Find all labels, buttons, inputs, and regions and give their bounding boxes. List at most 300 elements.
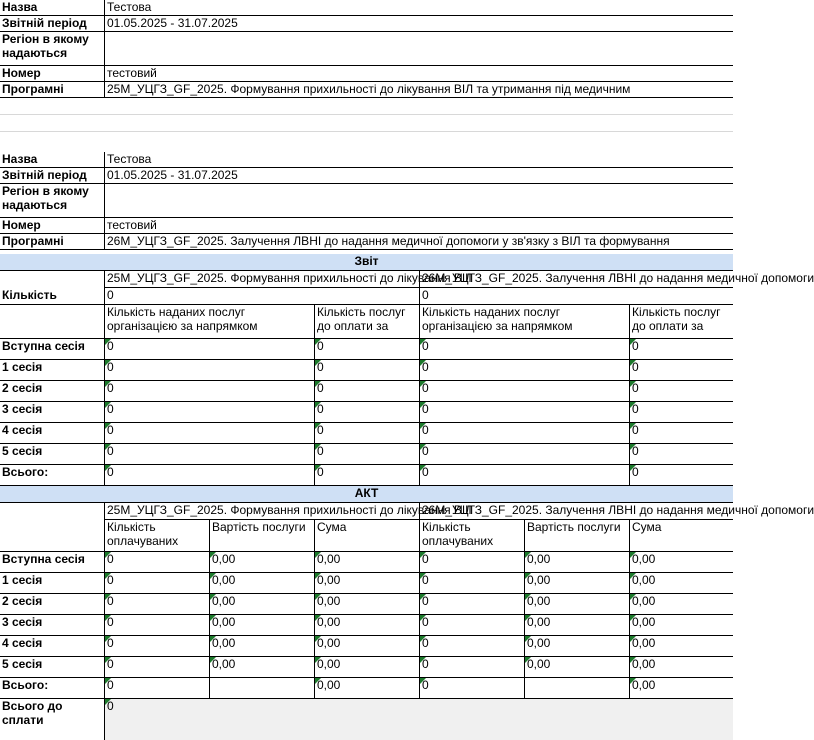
comment-marker-icon xyxy=(630,573,636,579)
act-col-paid xyxy=(104,520,209,552)
report-value-cell[interactable] xyxy=(104,402,314,423)
cell-text: 0 xyxy=(422,288,429,302)
report-col-payment-2 xyxy=(629,305,733,339)
act-total-row xyxy=(0,699,733,740)
cell-text: 0 xyxy=(422,402,429,416)
cell-text: АКТ xyxy=(354,486,379,500)
act-value-cell[interactable] xyxy=(209,636,314,657)
comment-marker-icon xyxy=(105,465,111,471)
report-value-cell[interactable] xyxy=(419,360,629,381)
report-program-2 xyxy=(419,271,814,288)
comment-marker-icon xyxy=(315,465,321,471)
block1-label-period xyxy=(0,16,104,32)
act-value-cell[interactable] xyxy=(104,636,209,657)
report-table-row xyxy=(0,444,733,465)
act-section-title xyxy=(0,486,733,503)
comment-marker-icon xyxy=(210,615,216,621)
report-value-cell[interactable] xyxy=(629,402,733,423)
comment-marker-icon xyxy=(315,423,321,429)
act-value-cell[interactable] xyxy=(419,615,524,636)
report-quantity-2[interactable] xyxy=(419,288,733,305)
report-value-cell[interactable] xyxy=(314,360,419,381)
report-quantity-label xyxy=(0,288,104,305)
block2-value-region[interactable] xyxy=(104,184,733,218)
comment-marker-icon xyxy=(630,594,636,600)
cell-text: 0,00 xyxy=(632,636,656,650)
comment-marker-icon xyxy=(525,552,531,558)
report-table-row xyxy=(0,402,733,423)
act-table-row xyxy=(0,594,733,615)
cell-text: 0 xyxy=(632,339,639,353)
act-value-cell[interactable] xyxy=(209,657,314,678)
act-value-cell[interactable] xyxy=(314,636,419,657)
act-row-label xyxy=(0,678,104,699)
act-value-cell[interactable] xyxy=(629,615,733,636)
comment-marker-icon xyxy=(420,678,426,684)
comment-marker-icon xyxy=(420,465,426,471)
comment-marker-icon xyxy=(630,402,636,408)
cell-text: 0 xyxy=(107,423,114,437)
comment-marker-icon xyxy=(105,615,111,621)
cell-text: 0 xyxy=(107,552,114,566)
comment-marker-icon xyxy=(105,699,111,705)
act-value-cell[interactable] xyxy=(104,657,209,678)
cell-text: Кількість xyxy=(2,288,57,302)
block2-label-period xyxy=(0,168,104,184)
report-value-cell[interactable] xyxy=(104,360,314,381)
comment-marker-icon xyxy=(630,657,636,663)
report-row-label xyxy=(0,339,104,360)
cell-text: 0,00 xyxy=(212,615,236,629)
cell-text: 0 xyxy=(107,288,114,302)
act-row-label xyxy=(0,615,104,636)
cell-text: Номер xyxy=(2,218,41,232)
comment-marker-icon xyxy=(315,360,321,366)
report-value-cell[interactable] xyxy=(629,360,733,381)
cell-text: Вартість послуги xyxy=(527,520,621,534)
block1-row-programs xyxy=(0,82,733,98)
comment-marker-icon xyxy=(210,573,216,579)
cell-text: 5 сесія xyxy=(2,444,43,458)
cell-text: 3 сесія xyxy=(2,615,43,629)
report-value-cell[interactable] xyxy=(419,465,629,486)
comment-marker-icon xyxy=(105,339,111,345)
report-row-label xyxy=(0,381,104,402)
cell-text: 0,00 xyxy=(317,657,341,671)
act-table-row xyxy=(0,573,733,594)
comment-marker-icon xyxy=(315,657,321,663)
act-col-cost xyxy=(209,520,314,552)
comment-marker-icon xyxy=(630,636,636,642)
cell-text: 0 xyxy=(107,402,114,416)
block1-label-number xyxy=(0,66,104,82)
cell-text: Сума xyxy=(632,520,662,534)
act-program-header xyxy=(0,503,814,520)
act-value-cell[interactable] xyxy=(629,636,733,657)
act-value-cell[interactable] xyxy=(314,615,419,636)
comment-marker-icon xyxy=(105,657,111,663)
comment-marker-icon xyxy=(420,657,426,663)
act-row-label xyxy=(0,552,104,573)
act-value-cell[interactable] xyxy=(419,678,524,699)
comment-marker-icon xyxy=(210,657,216,663)
cell-text: 26М_УЦГЗ_GF_2025. Залучення ЛВНІ до надання медичної допомоги xyxy=(422,503,814,517)
cell-text: тестовий xyxy=(107,218,157,232)
report-column-headers xyxy=(0,305,733,339)
act-value-cell[interactable] xyxy=(524,615,629,636)
report-section xyxy=(0,254,733,271)
cell-text: 25М_УЦГЗ_GF_2025. Формування прихильності до лікування ВІЛ xyxy=(107,503,474,517)
report-value-cell[interactable] xyxy=(104,465,314,486)
report-row-label xyxy=(0,402,104,423)
comment-marker-icon xyxy=(315,381,321,387)
cell-text: 0 xyxy=(107,678,114,692)
comment-marker-icon xyxy=(420,636,426,642)
block2-label-region xyxy=(0,184,104,218)
cell-text: 4 сесія xyxy=(2,423,43,437)
comment-marker-icon xyxy=(315,573,321,579)
report-value-cell[interactable] xyxy=(629,465,733,486)
comment-marker-icon xyxy=(315,615,321,621)
act-value-cell[interactable] xyxy=(524,573,629,594)
cell-text: 0 xyxy=(107,594,114,608)
report-value-cell[interactable] xyxy=(314,465,419,486)
report-table-row xyxy=(0,339,733,360)
act-program-2 xyxy=(419,503,814,520)
cell-text: Вступна сесія xyxy=(2,339,85,353)
block1-value-period[interactable] xyxy=(104,16,733,32)
empty-cell xyxy=(0,520,104,552)
cell-text: Кількість послуг до оплати за xyxy=(632,305,721,333)
cell-text: Кількість наданих послуг організацією за напрямком xyxy=(107,305,258,333)
cell-text: 0 xyxy=(107,465,114,479)
comment-marker-icon xyxy=(630,465,636,471)
cell-text: 25М_УЦГЗ_GF_2025. Формування прихильності до лікування ВІЛ xyxy=(107,271,474,285)
act-value-cell[interactable] xyxy=(209,552,314,573)
report-value-cell[interactable] xyxy=(419,381,629,402)
block2-row-number xyxy=(0,218,733,234)
empty-cell xyxy=(0,305,104,339)
act-value-cell[interactable] xyxy=(314,594,419,615)
comment-marker-icon xyxy=(630,339,636,345)
cell-text: Кількість наданих послуг організацією за напрямком xyxy=(422,305,573,333)
cell-text: 0 xyxy=(632,381,639,395)
block1-value-region[interactable] xyxy=(104,32,733,66)
act-value-cell[interactable] xyxy=(104,552,209,573)
cell-text: 3 сесія xyxy=(2,402,43,416)
act-value-cell[interactable] xyxy=(419,594,524,615)
act-table-row xyxy=(0,552,733,573)
cell-text: 0,00 xyxy=(317,678,341,692)
act-value-cell[interactable] xyxy=(104,594,209,615)
act-value-cell[interactable] xyxy=(419,636,524,657)
block2-label-name xyxy=(0,152,104,168)
comment-marker-icon xyxy=(315,636,321,642)
cell-text: 0 xyxy=(422,381,429,395)
block1-row-number xyxy=(0,66,733,82)
act-row-label xyxy=(0,657,104,678)
cell-text: 26М_УЦГЗ_GF_2025. Залучення ЛВНІ до надання медичної допомоги xyxy=(422,271,814,285)
report-value-cell[interactable] xyxy=(104,339,314,360)
report-value-cell[interactable] xyxy=(314,339,419,360)
report-table-row xyxy=(0,423,733,444)
cell-text: Всього: xyxy=(2,678,49,692)
cell-text: 0,00 xyxy=(632,594,656,608)
block1-row-period xyxy=(0,16,733,32)
cell-text: 01.05.2025 - 31.07.2025 xyxy=(107,16,238,30)
report-value-cell[interactable] xyxy=(629,339,733,360)
comment-marker-icon xyxy=(210,636,216,642)
comment-marker-icon xyxy=(630,552,636,558)
comment-marker-icon xyxy=(420,444,426,450)
cell-text: 1 сесія xyxy=(2,573,43,587)
comment-marker-icon xyxy=(105,444,111,450)
block2-value-period[interactable] xyxy=(104,168,733,184)
act-value-cell[interactable] xyxy=(524,678,629,699)
cell-text: 0,00 xyxy=(632,552,656,566)
block1-value-number[interactable] xyxy=(104,66,733,82)
cell-text: 0,00 xyxy=(527,615,551,629)
cell-text: 0 xyxy=(107,657,114,671)
cell-text: 0 xyxy=(107,615,114,629)
cell-text: 0 xyxy=(107,573,114,587)
block1-row-name xyxy=(0,0,733,16)
block1-row-region xyxy=(0,32,733,66)
act-table-row xyxy=(0,615,733,636)
report-table-row xyxy=(0,360,733,381)
act-section xyxy=(0,486,733,503)
act-col-sum xyxy=(314,520,419,552)
act-col-cost xyxy=(524,520,629,552)
block1-value-name[interactable] xyxy=(104,0,733,16)
report-value-cell[interactable] xyxy=(104,381,314,402)
cell-text: 0 xyxy=(317,360,324,374)
cell-text: 2 сесія xyxy=(2,594,43,608)
act-value-cell[interactable] xyxy=(209,615,314,636)
cell-text: 4 сесія xyxy=(2,636,43,650)
block1-value-programs[interactable] xyxy=(104,82,733,98)
act-value-cell[interactable] xyxy=(629,594,733,615)
report-table-row xyxy=(0,381,733,402)
cell-text: 0 xyxy=(422,615,429,629)
cell-text: 0 xyxy=(422,636,429,650)
comment-marker-icon xyxy=(420,615,426,621)
comment-marker-icon xyxy=(315,339,321,345)
comment-marker-icon xyxy=(630,381,636,387)
comment-marker-icon xyxy=(105,423,111,429)
cell-text: 1 сесія xyxy=(2,360,43,374)
report-quantity-1[interactable] xyxy=(104,288,419,305)
act-total-value[interactable] xyxy=(104,699,733,740)
cell-text: Програмні xyxy=(2,234,64,248)
report-value-cell[interactable] xyxy=(104,444,314,465)
report-value-cell[interactable] xyxy=(314,444,419,465)
comment-marker-icon xyxy=(105,594,111,600)
comment-marker-icon xyxy=(105,552,111,558)
comment-marker-icon xyxy=(525,615,531,621)
cell-text: 0 xyxy=(107,381,114,395)
report-value-cell[interactable] xyxy=(629,423,733,444)
cell-text: 0,00 xyxy=(317,636,341,650)
act-value-cell[interactable] xyxy=(524,594,629,615)
cell-text: 0 xyxy=(632,465,639,479)
block1-label-region xyxy=(0,32,104,66)
comment-marker-icon xyxy=(105,573,111,579)
act-value-cell[interactable] xyxy=(314,552,419,573)
cell-text: 0 xyxy=(632,360,639,374)
report-value-cell[interactable] xyxy=(419,444,629,465)
act-value-cell[interactable] xyxy=(524,657,629,678)
act-value-cell[interactable] xyxy=(524,552,629,573)
act-value-cell[interactable] xyxy=(419,573,524,594)
separator xyxy=(0,114,733,116)
act-program-1 xyxy=(104,503,474,520)
block2-row-name xyxy=(0,152,733,168)
cell-text: 2 сесія xyxy=(2,381,43,395)
cell-text: 0 xyxy=(107,636,114,650)
act-value-cell[interactable] xyxy=(209,594,314,615)
act-value-cell[interactable] xyxy=(419,552,524,573)
cell-text: 5 сесія xyxy=(2,657,43,671)
comment-marker-icon xyxy=(420,339,426,345)
cell-text: 0,00 xyxy=(632,678,656,692)
comment-marker-icon xyxy=(630,444,636,450)
report-row-label xyxy=(0,444,104,465)
cell-text: Тестова xyxy=(107,0,152,14)
cell-text: 0,00 xyxy=(212,594,236,608)
act-table-row xyxy=(0,636,733,657)
cell-text: 0 xyxy=(317,423,324,437)
report-value-cell[interactable] xyxy=(314,423,419,444)
comment-marker-icon xyxy=(210,594,216,600)
act-table-row xyxy=(0,678,733,699)
comment-marker-icon xyxy=(315,402,321,408)
cell-text: 0 xyxy=(422,339,429,353)
comment-marker-icon xyxy=(420,573,426,579)
block2-label-programs xyxy=(0,234,104,250)
report-quantity-row xyxy=(0,288,733,305)
cell-text: 0 xyxy=(422,552,429,566)
comment-marker-icon xyxy=(630,360,636,366)
cell-text: Всього: xyxy=(2,465,49,479)
act-value-cell[interactable] xyxy=(209,573,314,594)
cell-text: Номер xyxy=(2,66,41,80)
report-value-cell[interactable] xyxy=(419,423,629,444)
act-value-cell[interactable] xyxy=(419,657,524,678)
separator xyxy=(0,131,733,133)
cell-text: Сума xyxy=(317,520,347,534)
cell-text: Кількість оплачуваних xyxy=(107,520,179,548)
cell-text: 0,00 xyxy=(632,657,656,671)
report-row-label xyxy=(0,423,104,444)
cell-text: 0 xyxy=(107,360,114,374)
report-value-cell[interactable] xyxy=(629,444,733,465)
cell-text: 0,00 xyxy=(632,573,656,587)
cell-text: 0 xyxy=(422,444,429,458)
report-value-cell[interactable] xyxy=(104,423,314,444)
act-value-cell[interactable] xyxy=(629,678,733,699)
cell-text: Кількість послуг до оплати за xyxy=(317,305,406,333)
act-value-cell[interactable] xyxy=(629,657,733,678)
cell-text: Звіт xyxy=(354,254,379,268)
cell-text: 0 xyxy=(317,339,324,353)
cell-text: 0,00 xyxy=(527,636,551,650)
cell-text: Назва xyxy=(2,152,38,166)
act-value-cell[interactable] xyxy=(104,615,209,636)
cell-text: Назва xyxy=(2,0,38,14)
act-value-cell[interactable] xyxy=(314,678,419,699)
act-value-cell[interactable] xyxy=(314,573,419,594)
block2-row-region xyxy=(0,184,733,218)
block2-row-programs xyxy=(0,234,733,250)
report-row-label xyxy=(0,465,104,486)
comment-marker-icon xyxy=(630,615,636,621)
cell-text: 0 xyxy=(632,402,639,416)
cell-text: 0,00 xyxy=(212,657,236,671)
report-value-cell[interactable] xyxy=(314,402,419,423)
comment-marker-icon xyxy=(420,360,426,366)
cell-text: 0 xyxy=(422,423,429,437)
act-value-cell[interactable] xyxy=(314,657,419,678)
cell-text: 0,00 xyxy=(212,552,236,566)
act-value-cell[interactable] xyxy=(104,678,209,699)
act-value-cell[interactable] xyxy=(104,573,209,594)
report-row-label xyxy=(0,360,104,381)
act-row-label xyxy=(0,573,104,594)
block1-label-programs xyxy=(0,82,104,98)
comment-marker-icon xyxy=(525,594,531,600)
act-col-sum xyxy=(629,520,733,552)
cell-text: 0 xyxy=(632,444,639,458)
act-total-label xyxy=(0,699,104,740)
comment-marker-icon xyxy=(315,678,321,684)
block2-value-programs[interactable] xyxy=(104,234,733,250)
act-value-cell[interactable] xyxy=(524,636,629,657)
cell-text: 0,00 xyxy=(317,552,341,566)
cell-text: Вартість послуги xyxy=(212,520,306,534)
comment-marker-icon xyxy=(315,444,321,450)
act-value-cell[interactable] xyxy=(629,552,733,573)
act-table-row xyxy=(0,657,733,678)
report-value-cell[interactable] xyxy=(419,402,629,423)
comment-marker-icon xyxy=(630,423,636,429)
comment-marker-icon xyxy=(105,381,111,387)
report-section-title xyxy=(0,254,733,271)
block2-value-number[interactable] xyxy=(104,218,733,234)
block2-value-name[interactable] xyxy=(104,152,733,168)
comment-marker-icon xyxy=(420,381,426,387)
act-value-cell[interactable] xyxy=(629,573,733,594)
cell-text: 26М_УЦГЗ_GF_2025. Залучення ЛВНІ до надання медичної допомоги у зв'язку з ВІЛ та формування xyxy=(107,234,670,248)
cell-text: 01.05.2025 - 31.07.2025 xyxy=(107,168,238,182)
comment-marker-icon xyxy=(315,552,321,558)
cell-text: 0,00 xyxy=(212,573,236,587)
report-value-cell[interactable] xyxy=(419,339,629,360)
report-value-cell[interactable] xyxy=(629,381,733,402)
cell-text: 0 xyxy=(317,402,324,416)
comment-marker-icon xyxy=(420,594,426,600)
block1-label-name xyxy=(0,0,104,16)
act-value-cell[interactable] xyxy=(209,678,314,699)
report-program-1 xyxy=(104,271,474,288)
cell-text: 0,00 xyxy=(317,615,341,629)
act-column-headers xyxy=(0,520,733,552)
cell-text: 0,00 xyxy=(317,573,341,587)
cell-text: 0,00 xyxy=(317,594,341,608)
comment-marker-icon xyxy=(630,678,636,684)
report-value-cell[interactable] xyxy=(314,381,419,402)
report-col-services-1 xyxy=(104,305,314,339)
